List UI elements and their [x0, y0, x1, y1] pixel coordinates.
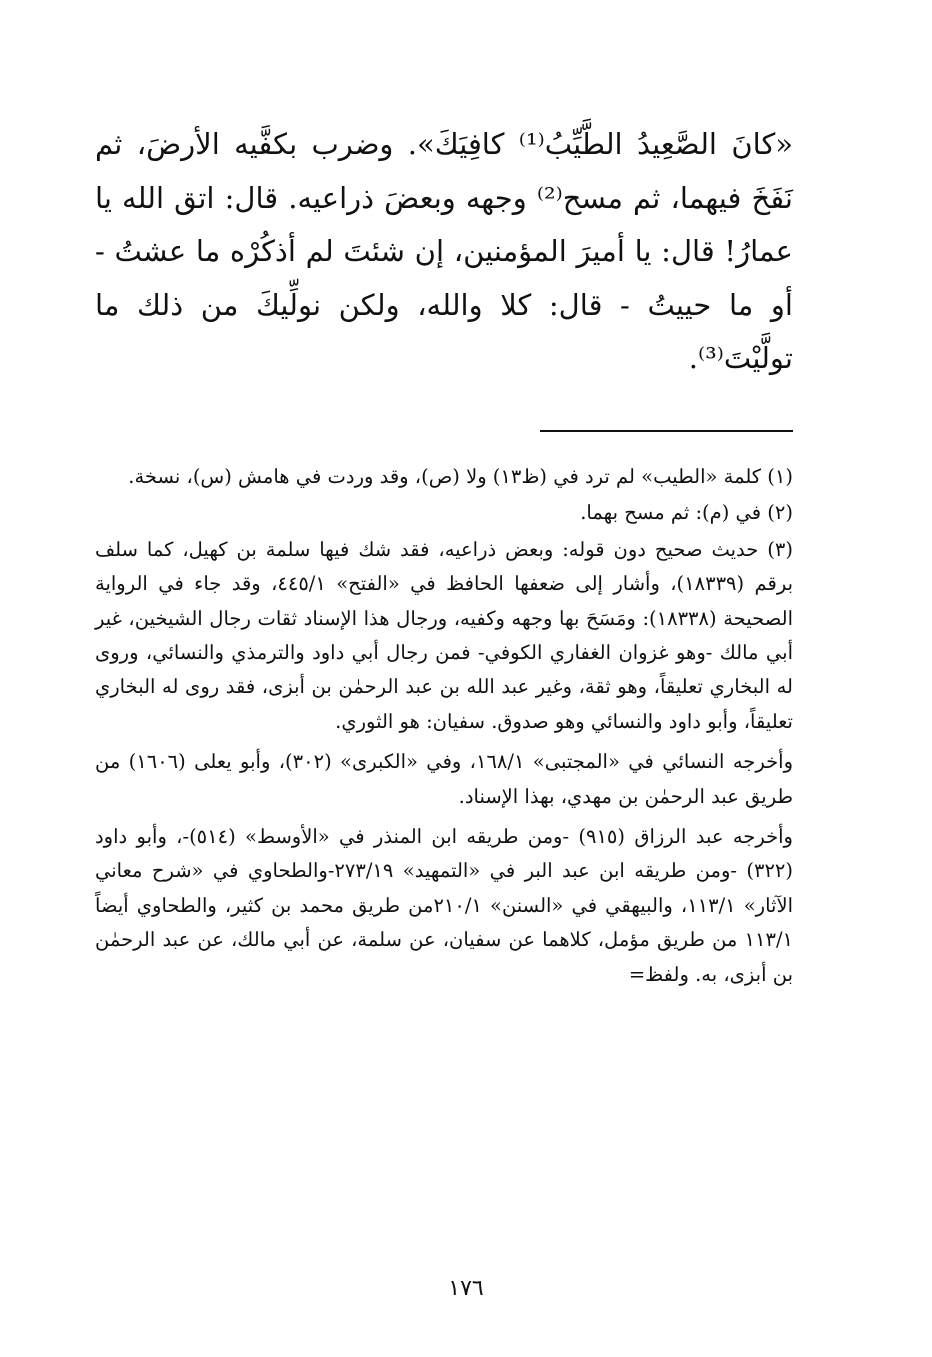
footnote-3-continuation-1: وأخرجه النسائي في «المجتبى» ١٦٨/١، وفي «الكبرى» (٣٠٢)، وأبو يعلى (١٦٠٦) من طريق عبد الرحمٰن بن مهدي، بهذا الإسناد.: [95, 750, 793, 808]
footnote-3-continuation-2: وأخرجه عبد الرزاق (٩١٥) -ومن طريقه ابن المنذر في «الأوسط» (٥١٤)-، وأبو داود (٣٢٢) -ومن طريقه ابن عبد البر في «التمهيد» ٢٧٣/١٩-والطحاوي في «شرح معاني الآثار» ١١٣/١، والبيهقي في «السنن» ٢١٠/١من طريق محمد بن كثير، والطحاوي أيضاً ١١٣/١ من طريق مؤمل، كلاهما عن سفيان، عن سلمة، عن أبي مالك، عن عبد الرحمٰن بن أبزى، به. ولفظ=: [95, 825, 794, 986]
footnote-3: (٣) حديث صحيح دون قوله: وبعض ذراعيه، فقد شك فيها سلمة بن كهيل، كما سلف برقم (١٨٣٣٩)، وأشار إلى ضعفها الحافظ في «الفتح» ٤٤٥/١، وقد جاء في الرواية الصحيحة (١٨٣٣٨): ومَسَحَ بها وجهه وكفيه، ورجال هذا الإسناد ثقات رجال الشيخين، غير أبي مالك -وهو غزوان الغفاري الكوفي- فمن رجال أبي داود والترمذي والنسائي، وروى له البخاري تعليقاً، وهو ثقة، وغير عبد الله بن عبد الرحمٰن بن أبزى، فقد روى له البخاري تعليقاً، وأبو داود والنسائي وهو صدوق. سفيان: هو الثوري.: [95, 537, 794, 733]
main-text: [95, 118, 793, 386]
footnote-2: (٢) في (م): ثم مسح بهما.: [580, 501, 793, 525]
footnote-1: (١) كلمة «الطيب» لم ترد في (ظ١٣) ولا (ص)، وقد وردت في هامش (س)، نسخة.: [128, 465, 793, 488]
page-number: ١٧٦: [448, 1276, 484, 1301]
footnote-divider: [540, 430, 793, 432]
footnotes: [95, 458, 793, 992]
main-paragraph: «كانَ الصَّعِيدُ الطَّيِّبُ⁽¹⁾ كافِيَكَ». وضرب بكفَّيه الأرضَ، ثم نَفَخَ فيهما، ثم مسح⁽²⁾ وجهه وبعضَ ذراعيه. قال: اتق الله يا عمارُ! قال: يا أميرَ المؤمنين، إن شئتَ لم أذكُرْه ما عشتُ - أو ما حييتُ - قال: كلا والله، ولكن نولِّيكَ من ذلك ما تولَّيْتَ⁽³⁾.: [95, 127, 794, 375]
